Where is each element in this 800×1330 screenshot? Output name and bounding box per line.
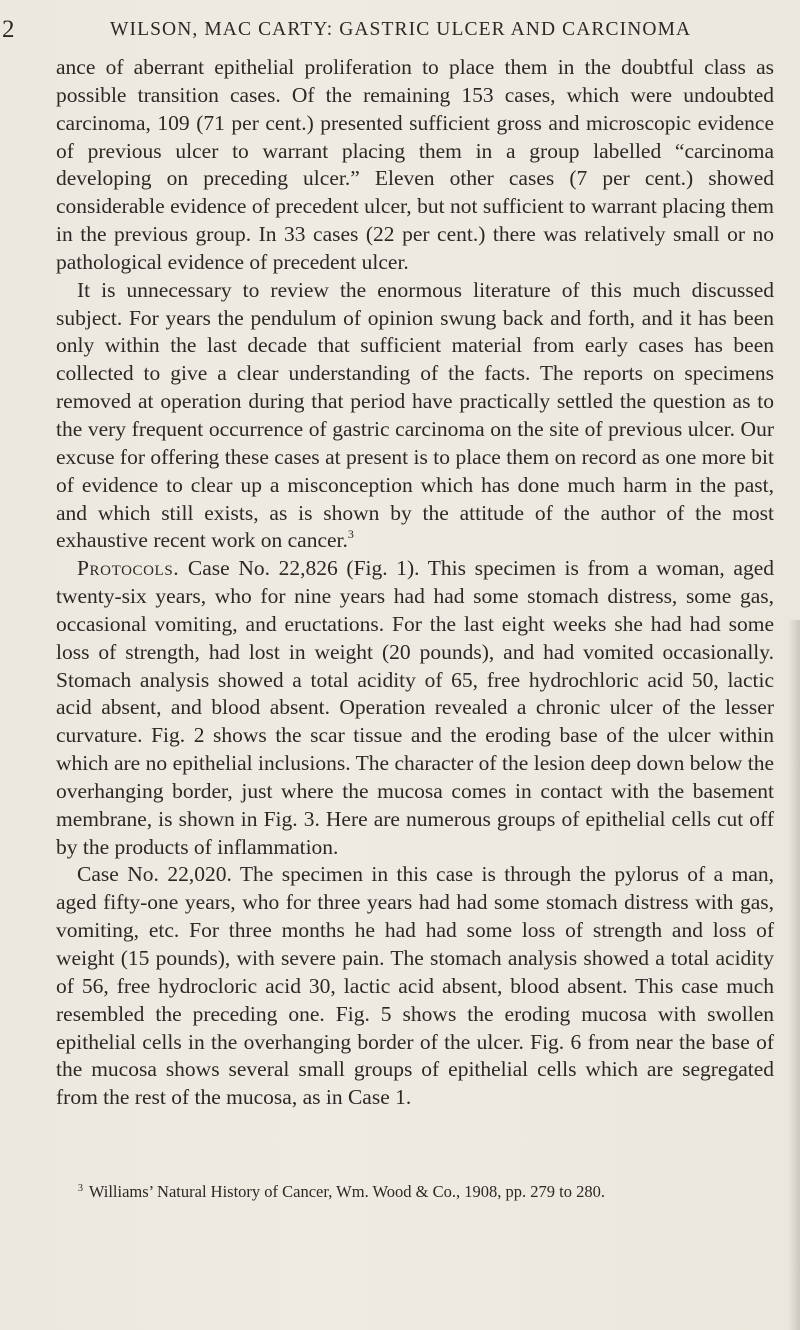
paragraph-3: [56, 555, 774, 861]
page-edge-shadow: [788, 620, 800, 1330]
paragraph-2: [56, 277, 774, 555]
footnote: [78, 1182, 778, 1202]
paragraph-4: Case No. 22,020. The specimen in this case is through the pylorus of a man, aged fifty-one years, who for three years had had some stomach distress with gas, vomiting, etc. For three months he had had some loss of strength and loss of weight (15 pounds), with severe pain. The stomach analysis showed a total acidity of 56, free hydrocloric acid 30, lactic acid absent, blood absent. This case much resembled the preceding one. Fig. 5 shows the eroding mucosa with swollen epithelial cells in the overhanging border of the ulcer. Fig. 6 from near the base of the mucosa shows several small groups of epithelial cells which are segregated from the rest of the mucosa, as in Case 1.: [56, 862, 774, 1110]
body-text: [56, 54, 774, 1112]
running-head: [0, 16, 780, 46]
paragraph-1: ance of aberrant epithelial proliferation to place them in the doubtful class as possible transition cases. Of the remaining 153 cases, which were undoubted carcinoma, 109 (71 per cent.) presented sufficient gross and microscopic evidence of previous ulcer to warrant placing them in a group labelled “carcinoma developing on preceding ulcer.” Eleven other cases (7 per cent.) showed considerable evidence of precedent ulcer, but not sufficient to warrant placing them in the previous group. In 33 cases (22 per cent.) there was relatively small or no pathological evidence of precedent ulcer.: [56, 55, 774, 274]
footnote-reference: 3: [347, 527, 354, 542]
protocols-heading: Protocols.: [77, 556, 180, 581]
footnote-text: Williams’ Natural History of Cancer, Wm. Wood & Co., 1908, pp. 279 to 280.: [88, 1182, 605, 1201]
footnote-marker: 3: [78, 1183, 83, 1194]
paragraph-3-text: Case No. 22,826 (Fig. 1). This specimen is from a woman, aged twenty-six years, who for nine years had had some stomach distress, some gas, occasional vomiting, and eructations. For the last eight weeks she had had some loss of strength, had lost in weight (20 pounds), and had vomited occasionally. Stomach analysis showed a total acidity of 65, free hydrochloric acid 50, lactic acid absent, and blood absent. Operation revealed a chronic ulcer of the lesser curvature. Fig. 2 shows the scar tissue and the eroding base of the ulcer within which are no epithelial inclusions. The character of the lesion deep down below the overhanging border, just where the mucosa comes in contact with the basement membrane, is shown in Fig. 3. Here are numerous groups of epithelial cells cut off by the products of inflammation.: [56, 556, 775, 859]
page-number: 2: [2, 16, 15, 43]
running-head-title: WILSON, MAC CARTY: GASTRIC ULCER AND CARCINOMA: [110, 19, 692, 40]
paragraph-2-text: It is unnecessary to review the enormous literature of this much discussed subject. For years the pendulum of opinion swung back and forth, and it has been only within the last decade that sufficient material from early cases has been collected to give a clear understanding of the facts. The reports on specimens removed at operation during that period have practically settled the question as to the very frequent occurrence of gastric carcinoma on the site of previous ulcer. Our excuse for offering these cases at present is to place them on record as one more bit of evidence to clear up a misconception which has done much harm in the past, and which still exists, as is shown by the attitude of the author of the most exhaustive recent work on cancer.: [56, 277, 774, 553]
